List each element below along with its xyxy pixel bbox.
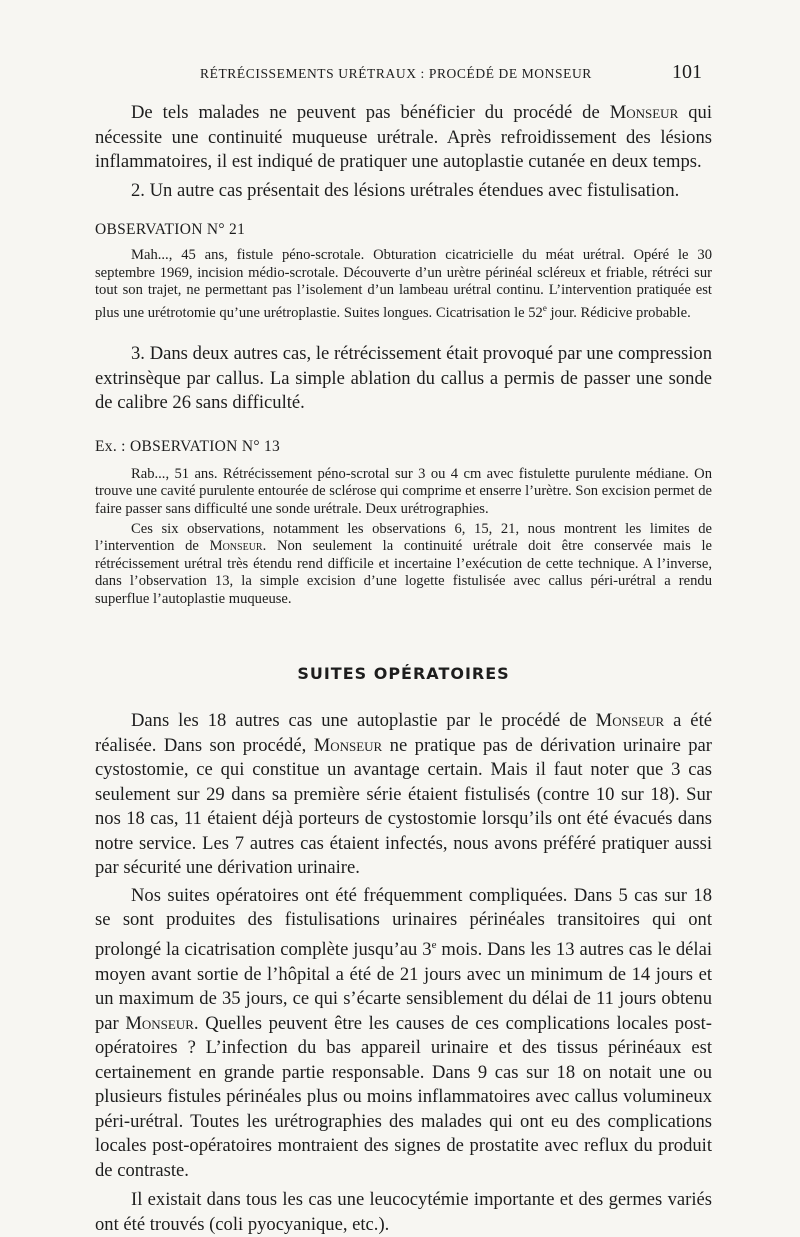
- page-number: 101: [672, 61, 702, 83]
- author-name: Monseur: [313, 734, 383, 756]
- paragraph-intro: De tels malades ne peuvent pas bénéficier du procédé de Monseur qui nécessite une continuité muqueuse urétrale. Après refroidissement des lésions inflammatoires, il est indiqué de pratiquer une autoplastie cutanée en deux temps.: [95, 102, 712, 172]
- paragraph-suites-2: Nos suites opératoires ont été fréquemment compliquées. Dans 5 cas sur 18 se sont produites des fistulisations urinaires périnéales transitoires qui ont prolongé la cicatrisation complète jusqu’au 3e mois. Dans les 13 autres cas le délai moyen avant sortie de l’hôpital a été de 21 jours avec un minimum de 14 jours et un maximum de 35 jours, ce qui s’écarte sensiblement du délai de 11 jours obtenu par Monseur. Quelles peuvent être les causes de ces complications locales post-opératoires ? L’infection du bas appareil urinaire et des tissus périnéaux est certainement en grande partie responsable. Dans 9 cas sur 18 on notait une ou plusieurs fistules périnéales plus ou moins inflammatoires avec callus volumineux péri-urétral. Toutes les urétrographies des malades qui ont eu des complications locales post-opératoires montraient des signes de prostatite avec reflux du produit de contraste.: [95, 884, 712, 1181]
- paragraph-summary: Ces six observations, notamment les observations 6, 15, 21, nous montrent les limites de l’intervention de Monseur. Non seulement la continuité urétrale doit être conservée mais le rétrécissement urétral très étendu rend difficile et incertaine l’exécution de cette technique. A l’inverse, dans l’observation 13, la simple excision d’une logette fistulisée avec callus péri-urétral a rendu superflue l’autoplastie muqueuse.: [95, 520, 712, 607]
- author-name: Monseur: [609, 102, 679, 123]
- observation-21-heading: OBSERVATION N° 21: [95, 221, 246, 238]
- observation-13-text: Rab..., 51 ans. Rétrécissement péno-scrotal sur 3 ou 4 cm avec fistulette purulente médiane. On trouve une cavité purulente entourée de sclérose qui comprime et enserre l’urètre. Son excision permet de faire passer sans difficulté une sonde urétrale. Deux urétrographies.: [95, 465, 712, 517]
- paragraph-suites-3: Il existait dans tous les cas une leucocytémie importante et des germes variés ont été trouvés (coli pyocyanique, etc.).: [95, 1189, 712, 1235]
- author-name: Monseur: [595, 710, 665, 732]
- page-body: [95, 101, 712, 1237]
- author-name: Monseur: [209, 538, 263, 555]
- author-name: Monseur: [125, 1012, 194, 1034]
- observation-13-heading: Ex. : OBSERVATION N° 13: [95, 437, 281, 455]
- paragraph-case-2: 2. Un autre cas présentait des lésions urétrales étendues avec fistulisation.: [131, 179, 680, 201]
- running-title: RÉTRÉCISSEMENTS URÉTRAUX : PROCÉDÉ DE MONSEUR: [200, 66, 592, 81]
- paragraph-suites-1: Dans les 18 autres cas une autoplastie par le procédé de Monseur a été réalisée. Dans son procédé, Monseur ne pratique pas de dérivation urinaire par cystostomie, ce qui constitue un avantage certain. Mais il faut noter que 3 cas seulement sur 29 dans sa première série étaient fistulisés (contre 10 sur 18). Sur nos 18 cas, 11 étaient déjà porteurs de cystostomie lorsqu’ils ont été évacués dans notre service. Les 7 autres cas étaient infectés, nous avons préféré pratiquer aussi par sécurité une dérivation urinaire.: [95, 710, 712, 879]
- section-title: SUITES OPÉRATOIRES: [297, 664, 510, 684]
- paragraph-case-3: 3. Dans deux autres cas, le rétrécissement était provoqué par une compression extrinsèque par callus. La simple ablation du callus a permis de passer une sonde de calibre 26 sans difficulté.: [95, 343, 712, 414]
- observation-21-text: Mah..., 45 ans, fistule péno-scrotale. Obturation cicatricielle du méat urétral. Opéré le 30 septembre 1969, incision médio-scrotale. Découverte d’un urètre périnéal scléreux et friable, rétréci sur tout son trajet, ne permettant pas l’isolement d’un lambeau urétral continu. L’intervention pratiquée est plus une urétrotomie qu’une urétroplastie. Suites longues. Cicatrisation le 52e jour. Rédicive probable.: [95, 247, 712, 321]
